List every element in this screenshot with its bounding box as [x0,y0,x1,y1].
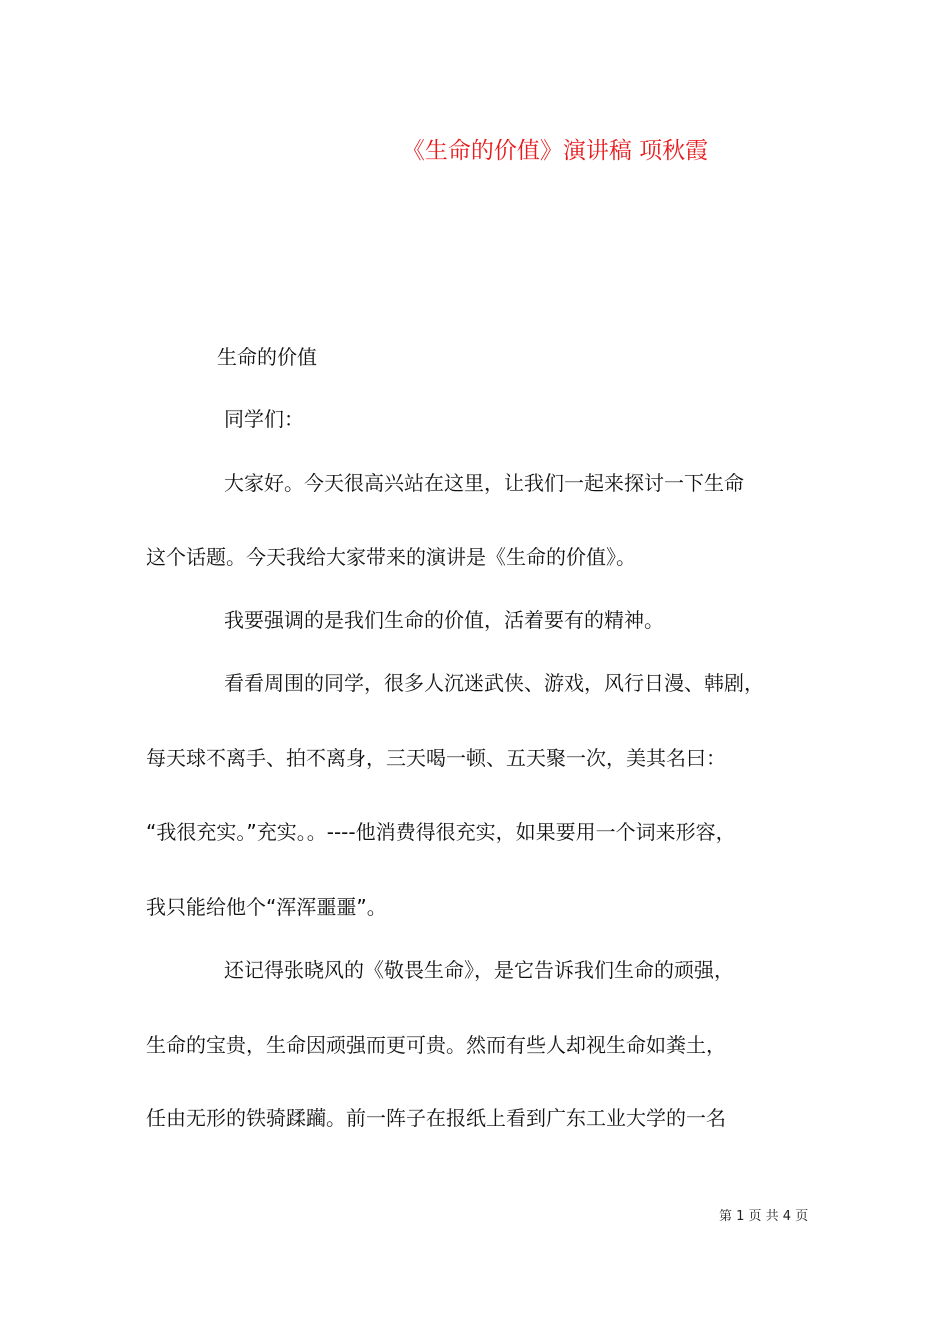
paragraph-line: 我要强调的是我们生命的价值，活着要有的精神。 [224,608,664,632]
paragraph-line: 大家好。今天很高兴站在这里，让我们一起来探讨一下生命 [224,471,744,495]
paragraph-line: 我只能给他个“浑浑噩噩”。 [146,895,387,919]
paragraph-line: 看看周围的同学，很多人沉迷武侠、游戏，风行日漫、韩剧， [224,671,764,695]
paragraph-line: “我很充实。”充实。。----他消费得很充实，如果要用一个词来形容， [146,820,736,844]
section-heading: 生命的价值 [217,345,317,369]
paragraph-line: 还记得张晓风的《敬畏生命》，是它告诉我们生命的顽强， [224,958,734,982]
paragraph-line: 生命的宝贵，生命因顽强而更可贵。然而有些人却视生命如粪土， [146,1033,726,1057]
paragraph-line: 每天球不离手、拍不离身，三天喝一顿、五天聚一次，美其名曰： [146,746,726,770]
paragraph-line: 这个话题。今天我给大家带来的演讲是《生命的价值》。 [146,545,636,569]
paragraph-line: 同学们： [224,407,304,431]
page-number-footer: 第 1 页 共 4 页 [719,1209,809,1224]
paragraph-line: 任由无形的铁骑蹂躏。前一阵子在报纸上看到广东工业大学的一名 [146,1106,726,1130]
document-title: 《生命的价值》演讲稿 项秋霞 [401,138,709,164]
